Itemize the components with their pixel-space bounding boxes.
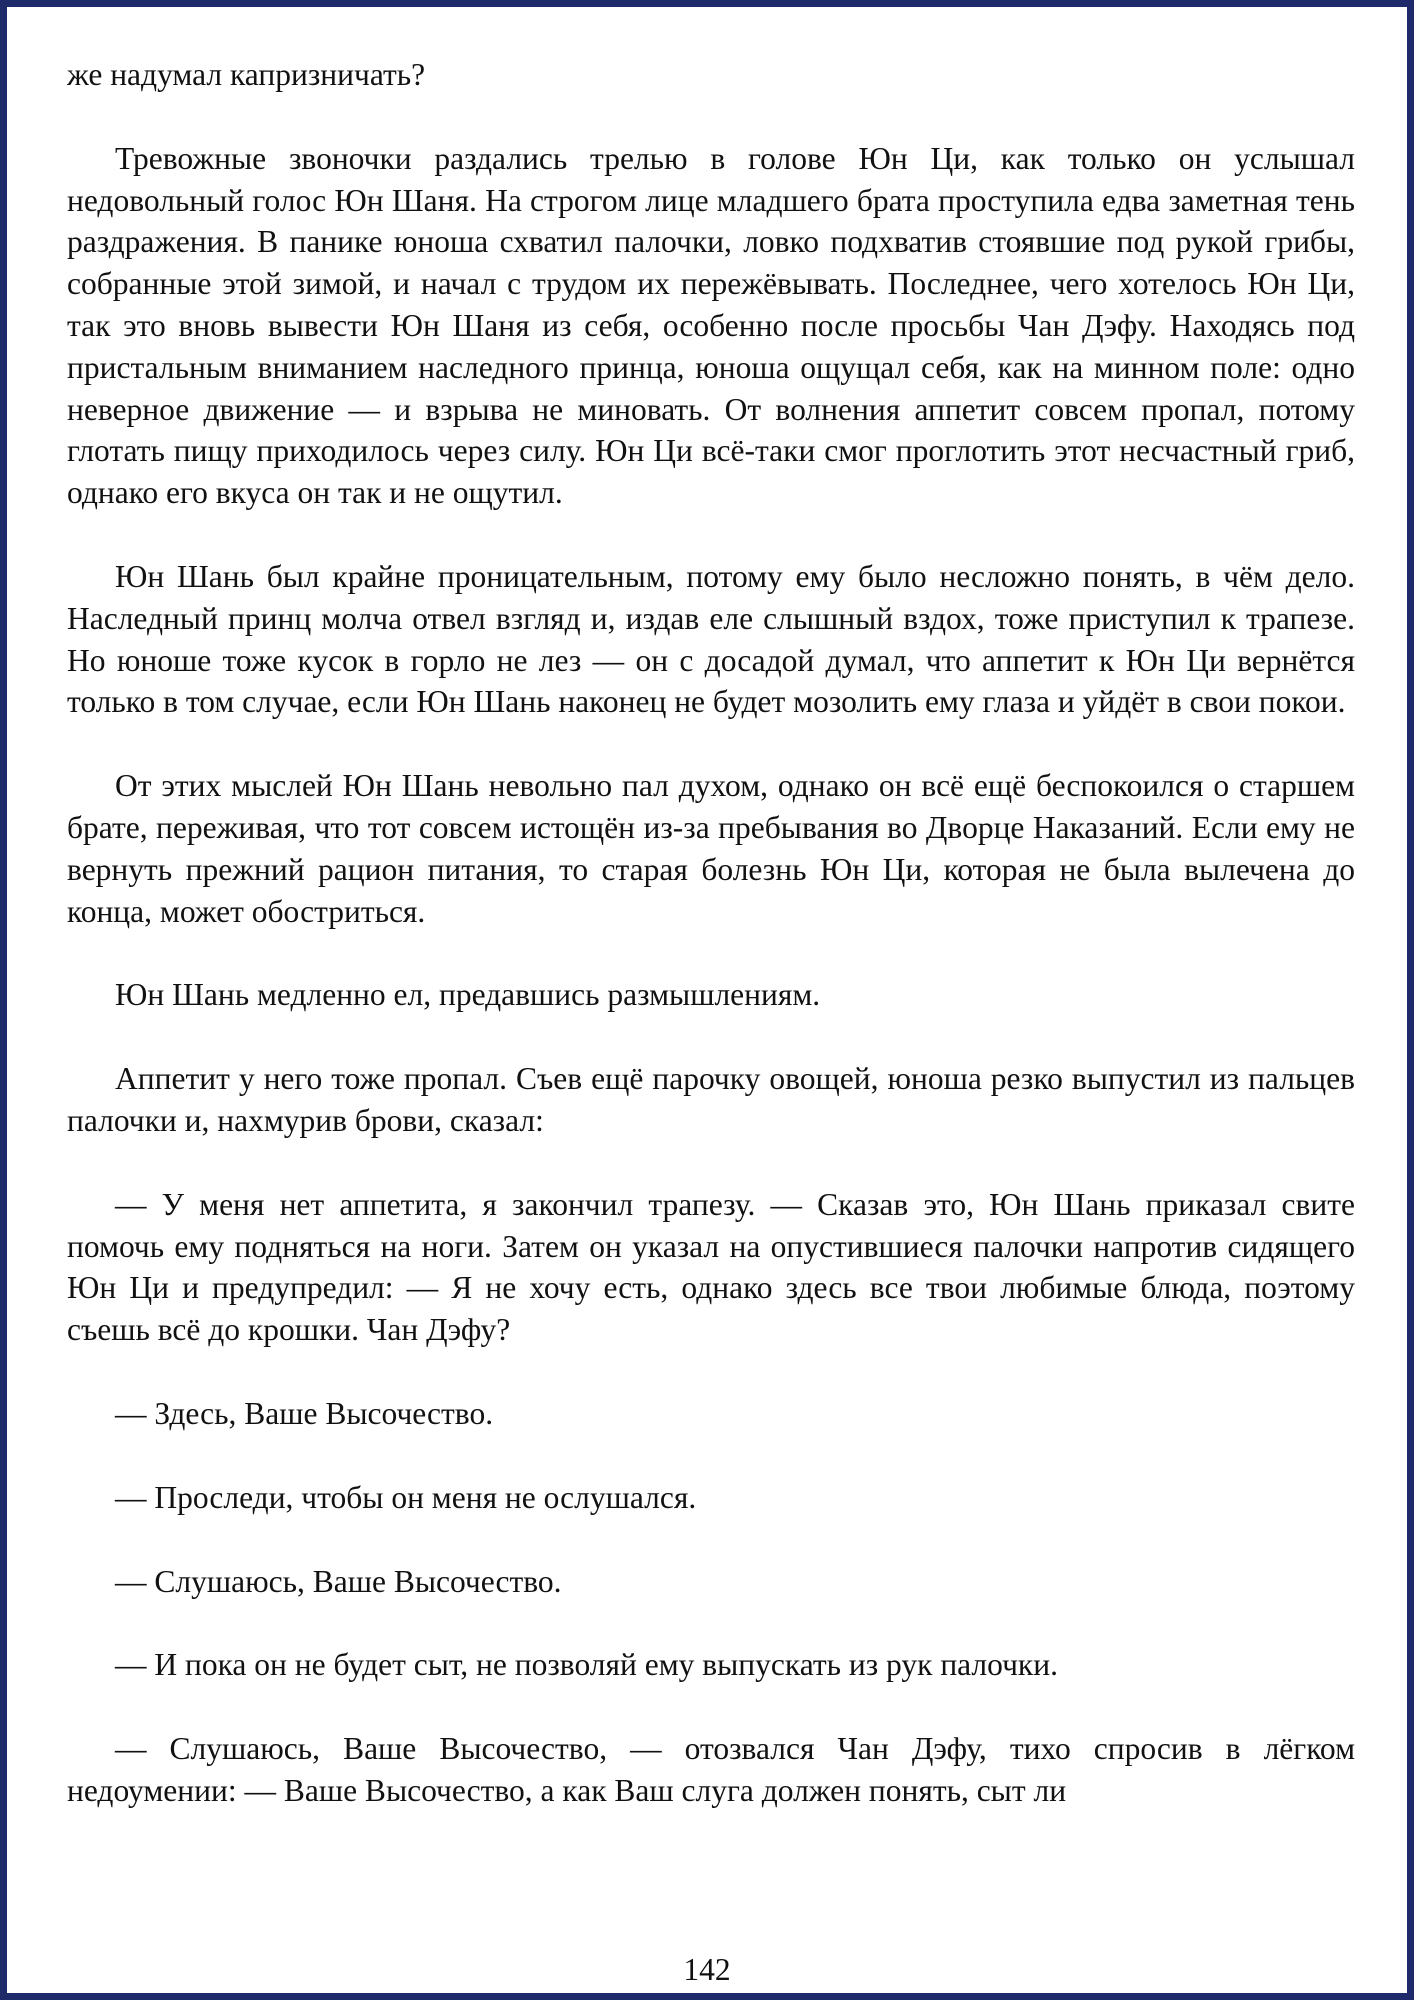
page-number: 142 <box>683 1952 731 1987</box>
page-text <box>67 54 1355 1812</box>
dialogue-paragraph: — Проследи, чтобы он меня не ослушался. <box>115 1479 697 1515</box>
paragraph: Юн Шань медленно ел, предавшись размышлениям. <box>115 977 821 1013</box>
paragraph-continuation: же надумал капризничать? <box>67 57 426 92</box>
dialogue-paragraph: — Здесь, Ваше Высочество. <box>115 1395 494 1431</box>
paragraph: Юн Шань был крайне проницательным, потому ему было несложно понять, в чём дело. Наследный принц молча отвел взгляд и, издав еле слышный вздох, тоже приступил к трапезе. Но юноше тоже кусок в горло не лез — он с досадой думал, что аппетит к Юн Ци вернётся только в том случае, если Юн Шань наконец не будет мозолить ему глаза и уйдёт в свои покои. <box>67 558 1355 720</box>
dialogue-paragraph: — Слушаюсь, Ваше Высочество, — отозвался Чан Дэфу, тихо спросив в лёгком недоумении: — Ваше Высочество, а как Ваш слуга должен понять, сыт ли <box>67 1731 1355 1808</box>
dialogue-paragraph: — И пока он не будет сыт, не позволяй ему выпускать из рук палочки. <box>115 1647 1058 1683</box>
dialogue-paragraph: — Слушаюсь, Ваше Высочество. <box>115 1563 562 1599</box>
paragraph: От этих мыслей Юн Шань невольно пал духом, однако он всё ещё беспокоился о старшем брате, переживая, что тот совсем истощён из-за пребывания во Дворце Наказаний. Если ему не вернуть прежний рацион питания, то старая болезнь Юн Ци, которая не была вылечена до конца, может обостриться. <box>67 768 1355 929</box>
dialogue-paragraph: — У меня нет аппетита, я закончил трапезу. — Сказав это, Юн Шань приказал свите помочь ему подняться на ноги. Затем он указал на опустившиеся палочки напротив сидящего Юн Ци и предупредил: — Я не хочу есть, однако здесь все твои любимые блюда, поэтому съешь всё до крошки. Чан Дэфу? <box>67 1186 1355 1348</box>
paragraph: Аппетит у него тоже пропал. Съев ещё парочку овощей, юноша резко выпустил из пальцев палочки и, нахмурив брови, сказал: <box>67 1061 1355 1138</box>
paragraph: Тревожные звоночки раздались трелью в голове Юн Ци, как только он услышал недовольный голос Юн Шаня. На строгом лице младшего брата проступила едва заметная тень раздражения. В панике юноша схватил палочки, ловко подхватив стоявшие под рукой грибы, собранные этой зимой, и начал с трудом их пережёвывать. Последнее, чего хотелось Юн Ци, так это вновь вывести Юн Шаня из себя, особенно после просьбы Чан Дэфу. Находясь под пристальным вниманием наследного принца, юноша ощущал себя, как на минном поле: одно неверное движение — и взрыва не миновать. От волнения аппетит совсем пропал, потому глотать пищу приходилось через силу. Юн Ци всё-таки смог проглотить этот несчастный гриб, однако его вкуса он так и не ощутил. <box>67 140 1355 511</box>
